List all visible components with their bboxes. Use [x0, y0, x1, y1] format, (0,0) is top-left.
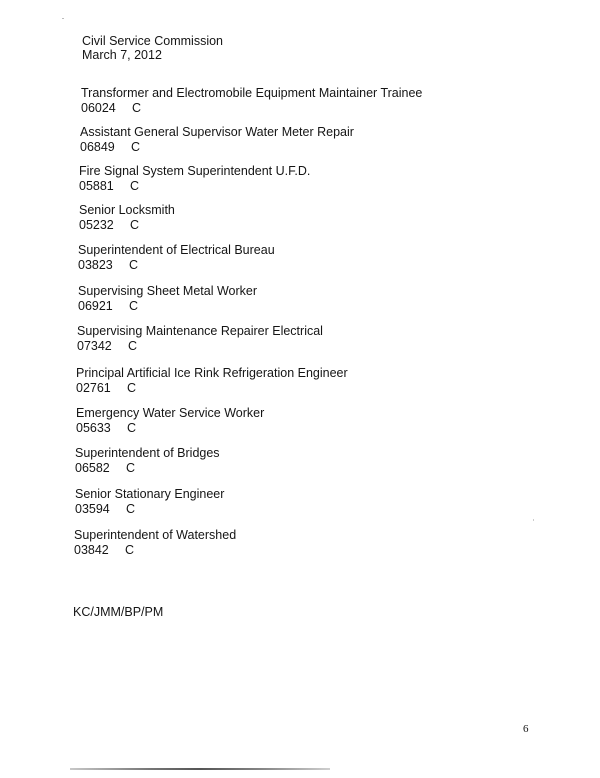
job-class: C: [126, 502, 136, 516]
job-title: Fire Signal System Superintendent U.F.D.: [79, 164, 311, 178]
job-entry: [78, 243, 275, 273]
job-title: Supervising Sheet Metal Worker: [78, 284, 258, 298]
job-code: 06582: [75, 461, 110, 475]
job-title: Transformer and Electromobile Equipment Maintainer Trainee: [81, 86, 423, 100]
page-number: 6: [523, 723, 529, 735]
scan-speck: [533, 519, 534, 521]
scan-artifact-line: [70, 768, 330, 770]
job-code: 02761: [76, 381, 111, 395]
author-initials: KC/JMM/BP/PM: [73, 605, 164, 619]
job-code: 05633: [76, 421, 111, 435]
job-title: Superintendent of Electrical Bureau: [78, 243, 275, 257]
job-class: C: [127, 381, 137, 395]
job-code: 07342: [77, 339, 112, 353]
job-title: Supervising Maintenance Repairer Electrical: [77, 324, 323, 338]
job-code: 05232: [79, 218, 114, 232]
job-entry: [75, 487, 224, 517]
document-date: March 7, 2012: [82, 48, 162, 62]
job-entry: [81, 86, 422, 116]
job-title: Superintendent of Bridges: [75, 446, 220, 460]
job-title: Principal Artificial Ice Rink Refrigeration Engineer: [76, 366, 348, 380]
job-entry: [79, 164, 310, 194]
job-entry: [80, 125, 354, 155]
job-title: Superintendent of Watershed: [74, 528, 237, 542]
job-code: 03823: [78, 258, 113, 272]
organization-name: Civil Service Commission: [82, 34, 223, 48]
job-code: 03594: [75, 502, 110, 516]
job-entry: [78, 284, 257, 314]
job-class: C: [132, 101, 142, 115]
job-class: C: [129, 299, 139, 313]
job-class: C: [127, 421, 137, 435]
job-title: Senior Stationary Engineer: [75, 487, 225, 501]
job-class: C: [125, 543, 135, 557]
job-class: C: [130, 218, 140, 232]
job-code: 06849: [80, 140, 115, 154]
job-class: C: [130, 179, 140, 193]
job-entry: [77, 324, 323, 354]
job-class: C: [126, 461, 136, 475]
job-entry: [76, 406, 264, 436]
job-class: C: [129, 258, 139, 272]
job-entry: [76, 366, 348, 396]
job-class: C: [131, 140, 141, 154]
document-header: [82, 34, 223, 62]
job-title: Senior Locksmith: [79, 203, 175, 217]
job-class: C: [128, 339, 138, 353]
job-entry: [75, 446, 220, 476]
scan-speck: [62, 18, 64, 19]
job-title: Assistant General Supervisor Water Meter Repair: [80, 125, 354, 139]
job-code: 06921: [78, 299, 113, 313]
job-code: 03842: [74, 543, 109, 557]
job-entry: [79, 203, 175, 233]
job-code: 06024: [81, 101, 116, 115]
job-code: 05881: [79, 179, 114, 193]
job-title: Emergency Water Service Worker: [76, 406, 265, 420]
job-entry: [74, 528, 236, 558]
